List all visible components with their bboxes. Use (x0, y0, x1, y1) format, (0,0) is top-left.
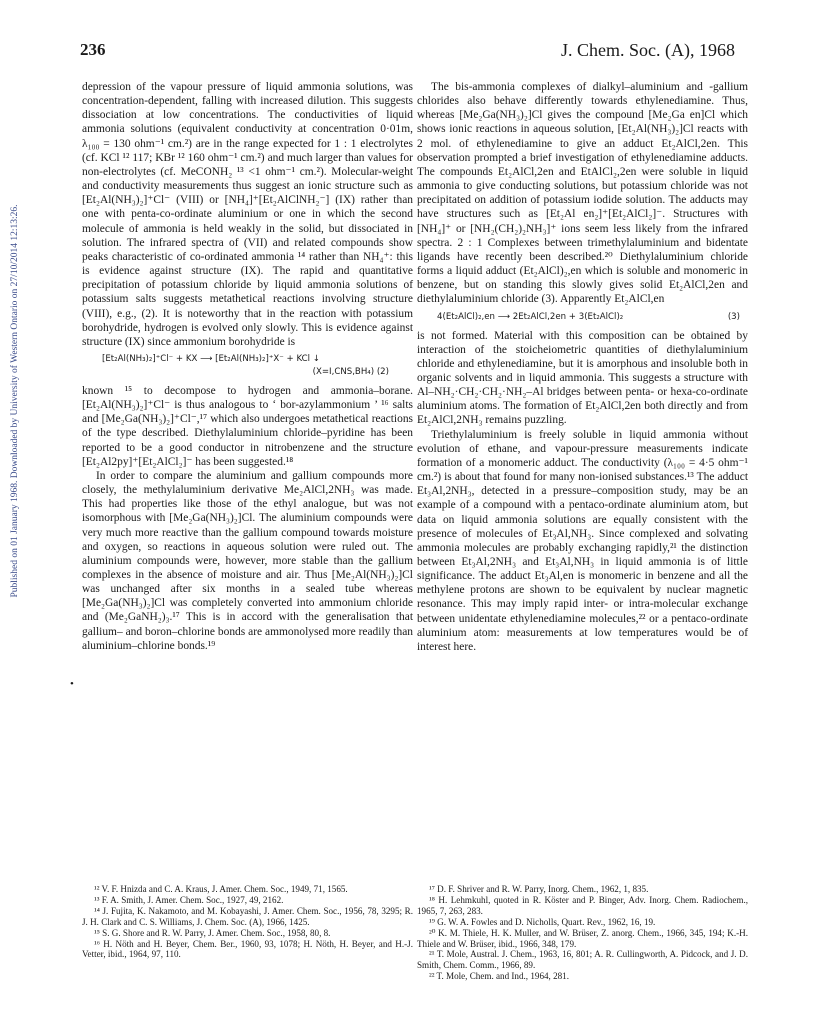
reference-item: ¹⁶ H. Nöth and H. Beyer, Chem. Ber., 1960, 93, 1078; H. Nöth, H. Beyer, and H.-J. Vetter, ibid., 1964, 97, 110. (82, 938, 413, 960)
journal-title: J. Chem. Soc. (A), 1968 (561, 40, 735, 60)
equation-3 (417, 311, 748, 324)
reference-item: ¹⁸ H. Lehmkuhl, quoted in R. Köster and P. Binger, Adv. Inorg. Chem. Radiochem., 1965, 7, 263, 283. (417, 894, 748, 916)
body-paragraph: In order to compare the aluminium and gallium compounds more closely, the methylaluminium derivative Me₂AlCl,2NH₃ was made. This had properties like those of the ethyl analogue, but was not isomorphous with [Me₂Ga(NH₃)₂]Cl. The aluminium compounds were very much more reactive than the gallium compound towards moisture and oxygen, so reactions in aqueous solution were ruled out. The aluminium compounds were, however, more stable than the gallium complexes in the absence of moisture and air. Thus [Me₂Al(NH₃)₂]Cl was unchanged after six months in a sealed tube whereas [Me₂Ga(NH₃)₂]Cl was completely converted into ammonium chloride and (Me₂GaNH₂)₃.¹⁷ This is in accord with the generalisation that gallium– and boron–chlorine bonds are ammonolysed more readily than aluminium–chlorine bonds.¹⁹ (82, 469, 413, 652)
equation-number: (3) (727, 311, 740, 322)
reference-item: ¹⁷ D. F. Shriver and R. W. Parry, Inorg. Chem., 1962, 1, 835. (429, 884, 649, 894)
reference-item: ²¹ T. Mole, Austral. J. Chem., 1963, 16, 801; A. R. Cullingworth, A. Pidcock, and J. D. Smith, Chem. Comm., 1966, 89. (417, 949, 748, 971)
body-paragraph: depression of the vapour pressure of liquid ammonia solutions, was concentration-dependent, falling with increased dilution. This suggests dissociation at low concentrations. The conductivities of liquid ammonia solutions (equivalent conductivity at concentration 0·01m, λ₁₀₀ = 130 ohm⁻¹ cm.²) are in the range expected for 1 : 1 electrolytes (cf. KCl ¹² 117; KBr ¹² 160 ohm⁻¹ cm.²) and much larger than values for non-electrolytes (cf. MeCONH₂ ¹³ <1 ohm⁻¹ cm.²). Molecular-weight and conductivity measurements thus suggest an ionic structure such as [Et₂Al(NH₃)₂]⁺Cl⁻ (VIII) or [NH₄]⁺[Et₂AlClNH₂⁻] (IX) rather than one with penta-co-ordinate aluminium or one in which the second molecule of ammonia is held weakly in the solid, but dissociated in solution. The infrared spectra of (VII) and related compounds show peaks characteristic of co-ordinated ammonia ¹⁴ rather than NH₄⁺: this is evidence against structure (IX). The rapid and quantitative precipitation of potassium chloride by liquid ammonia solutions of potassium salts suggests metathetical reactions involving structure (VIII), e.g., (2). It is noteworthy that in the reaction with potassium borohydride, hydrogen is evolved only slowly. This is evidence against structure (IX) since ammonium borohydride is (82, 81, 413, 348)
reference-item: ¹⁵ S. G. Shore and R. W. Parry, J. Amer. Chem. Soc., 1958, 80, 8. (94, 927, 331, 938)
reference-item: ²⁰ K. M. Thiele, H. K. Muller, and W. Brüser, Z. anorg. Chem., 1966, 345, 194; K.-H. Thiele and W. Brüser, ibid., 1966, 348, 179. (417, 927, 748, 949)
body-paragraph: known ¹⁵ to decompose to hydrogen and ammonia–borane. [Et₂Al(NH₃)₂]⁺Cl⁻ is thus analogous to ‘ bor-azylammonium ’ ¹⁶ salts and [Me₂Ga(NH₃)₂]⁺Cl⁻,¹⁷ which also undergoes metathetical reactions of the type described. Diethylaluminium chloride–pyridine has been reported to be a good conductor in nitrobenzene and the structure [Et₂Al2py]⁺[Et₂AlCl₂]⁻ has been suggested.¹⁸ (82, 384, 413, 468)
body-paragraph: Triethylaluminium is freely soluble in liquid ammonia without evolution of ethane, and vapour-pressure measurements indicate formation of a monomeric adduct. The conductivity (λ₁₀₀ = 4·5 ohm⁻¹ cm.²) is about that found for many non-ionised substances.¹³ The adduct Et₃Al,2NH₃, detected in a pressure–composition study, may be an example of a compound with a pentaco-ordinate aluminium atom, but data on liquid ammonia solutions are equally consistent with the presence of molecules of Et₃Al,NH₃. Since complexed and solvating ammonia molecules are probably exchanging rapidly,²¹ the distinction between Et₃Al,2NH₃ and Et₃Al,NH₃ in liquid ammonia is of little significance. The adduct Et₃Al,en is monomeric in benzene and all the methylene protons are shown to be equivalent by nuclear magnetic resonance. This may imply rapid inter- or intra-molecular exchange between unidentate ethylenediamine molecules,²² or a pentaco-ordinate aluminium atom: measurements at low temperatures would be of interest here. (417, 428, 748, 653)
download-watermark[interactable]: Published on 01 January 1968. Downloaded by University of Western Ontario on 27/10/2014 12:13:26. (10, 204, 20, 598)
reference-item: ¹⁴ J. Fujita, K. Nakamoto, and M. Kobayashi, J. Amer. Chem. Soc., 1956, 78, 3295; R. J. H. Clark and C. S. Williams, J. Chem. Soc. (A), 1966, 1425. (82, 905, 413, 927)
left-column (82, 80, 413, 653)
references-left (82, 884, 413, 960)
equation-number: (X=I,CNS,BH₄) (2) (312, 366, 389, 377)
right-column (417, 80, 748, 654)
page-number: 236 (80, 40, 106, 59)
body-paragraph: is not formed. Material with this composition can be obtained by interaction of the stoicheiometric quantities of diethylaluminium chloride and ethylenediamine, but it is amorphous and insoluble both in organic solvents and in liquid ammonia. This suggests a structure with Al–NH₂·CH₂·CH₂·NH₂–Al bridges between penta- or hexa-co-ordinate aluminium atoms. The formation of Et₂AlCl,2en both directly and from Et₂AlCl,2NH₃ remains puzzling. (417, 329, 748, 427)
margin-mark: • (70, 678, 74, 690)
reference-item: ²² T. Mole, Chem. and Ind., 1964, 281. (429, 971, 569, 982)
reference-item: ¹⁹ G. W. A. Fowles and D. Nicholls, Quart. Rev., 1962, 16, 19. (429, 916, 656, 927)
reference-item: ¹³ F. A. Smith, J. Amer. Chem. Soc., 1927, 49, 2162. (94, 894, 284, 905)
equation-text: [Et₂Al(NH₃)₂]⁺Cl⁻ + KX ⟶ [Et₂Al(NH₃)₂]⁺X⁻ + KCl ↓ (102, 353, 320, 364)
references-right (417, 884, 748, 982)
body-paragraph: The bis-ammonia complexes of dialkyl–aluminium and -gallium chlorides also behave differently towards ethylenediamine. Thus, whereas [Me₂Ga(NH₃)₂]Cl gives the compound [Me₂Ga en]Cl which shows ionic reactions in aqueous solution, [Et₂Al(NH₃)₂]Cl reacts with 2 mol. of ethylenediamine to give an adduct Et₂AlCl,2en. This observation prompted a brief investigation of ethylenediamine adducts. The compounds Et₂AlCl,2en and EtAlCl₂,2en were soluble in liquid ammonia to give conducting solutions, but potassium chloride was not precipitated on addition of potassium iodide solution. The adducts may have structures such as [Et₂Al en₂]⁺[Et₂AlCl₂]⁻. Structures with [NH₄]⁺ or [NH₂(CH₂)₂NH₃]⁺ ions seem less likely from the infrared spectra. 2 : 1 Complexes between trimethylaluminium and bidentate ligands have recently been described.²⁰ Diethylaluminium chloride forms a liquid adduct (Et₂AlCl)₂,en which is soluble and monomeric in benzene, but on standing this slowly gives solid Et₂AlCl,2en and diethylaluminium chloride (3). Apparently Et₂AlCl,en (417, 81, 748, 306)
equation-text: 4(Et₂AlCl)₂,en ⟶ 2Et₂AlCl,2en + 3(Et₂AlCl)₂ (437, 311, 624, 322)
reference-item: ¹² V. F. Hnizda and C. A. Kraus, J. Amer. Chem. Soc., 1949, 71, 1565. (94, 884, 348, 894)
equation-2 (82, 353, 413, 379)
